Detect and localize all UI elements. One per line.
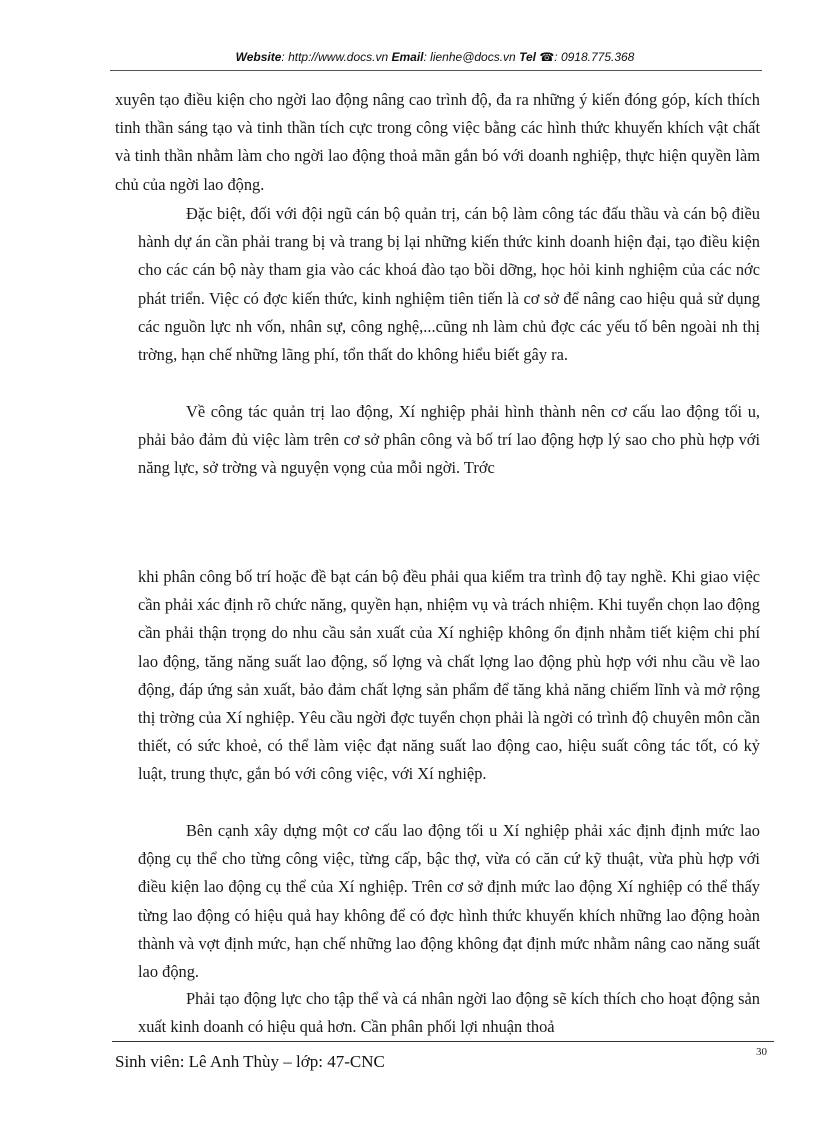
phone-icon: ☎ — [539, 50, 555, 64]
header-divider — [110, 70, 762, 71]
tel-value: : 0918.775.368 — [554, 50, 635, 64]
paragraph-6: Phải tạo động lực cho tập thể và cá nhân ngời lao động sẽ kích thích cho hoạt động sản xuất kinh doanh có hiệu quả hơn. Cần phân phối lợi nhuận thoả — [138, 989, 760, 1037]
paragraph-4: khi phân công bố trí hoặc đề bạt cán bộ đều phải qua kiểm tra trình độ tay nghề. Khi giao việc cần phải xác định rõ chức năng, quyền hạn, nhiệm vụ và trách nhiệm. Khi tuyển chọn lao động cần phải thận trọng do nhu cầu sản xuất của Xí nghiệp không ổn định nhằm tiết kiệm chi phí lao động, tăng năng suất lao động, số lợng và chất lợng lao động phù hợp với nhu cầu về lao động, đáp ứng sản xuất, bảo đảm chất lợng sản phẩm để tăng khả năng chiếm lĩnh và mở rộng thị trờng của Xí nghiệp. Yêu cầu ngời đợc tuyển chọn phải là ngời có trình độ chuyên môn cần thiết, có sức khoẻ, có thể làm việc đạt năng suất lao động cao, hiệu suất công tác tốt, có kỷ luật, trung thực, gắn bó với công việc, với Xí nghiệp. — [138, 567, 760, 784]
page-number: 30 — [756, 1046, 767, 1058]
paragraph-3: Về công tác quản trị lao động, Xí nghiệp phải hình thành nên cơ cấu lao động tối u, phải bảo đảm đủ việc làm trên cơ sở phân công và bố trí lao động hợp lý sao cho phù hợp với năng lực, sở trờng và nguyện vọng của mỗi ngời. Trớc — [138, 402, 760, 478]
footer-student-info: Sinh viên: Lê Anh Thùy – lớp: 47-CNC — [115, 1052, 385, 1071]
website-value: : http://www.docs.vn — [281, 50, 389, 64]
page-header — [110, 50, 760, 64]
paragraph-1: xuyên tạo điều kiện cho ngời lao động nâng cao trình độ, đa ra những ý kiến đóng góp, kích thích tinh thần sáng tạo và tinh thần tích cực trong công việc bằng các hình thức khuyến khích vật chất và tinh thần nhằm làm cho ngời lao động thoả mãn gắn bó với doanh nghiệp, thực hiện quyền làm chủ của ngời lao động. — [115, 90, 760, 194]
email-label: Email — [391, 50, 424, 64]
paragraph-2: Đặc biệt, đối với đội ngũ cán bộ quản trị, cán bộ làm công tác đấu thầu và cán bộ điều hành dự án cần phải trang bị và trang bị lại những kiến thức kinh doanh hiện đại, tạo điều kiện cho các cán bộ này tham gia vào các khoá đào tạo bồi dỡng, học hỏi kinh nghiệm của các nớc phát triển. Việc có đợc kiến thức, kinh nghiệm tiên tiến là cơ sở để nâng cao hiệu quả sử dụng các nguồn lực nh vốn, nhân sự, công nghệ,...cũng nh làm chủ đợc các yếu tố bên ngoài nh thị trờng, hạn chế những lãng phí, tổn thất do không hiểu biết gây ra. — [138, 204, 760, 365]
paragraph-5: Bên cạnh xây dựng một cơ cấu lao động tối u Xí nghiệp phải xác định định mức lao động cụ thể cho từng công việc, từng cấp, bậc thợ, vừa có căn cứ kỹ thuật, vừa phù hợp với điều kiện lao động cụ thể của Xí nghiệp. Trên cơ sở định mức lao động Xí nghiệp có thể thấy từng lao động có hiệu quả hay không để có đợc hình thức khuyến khích những lao động hoàn thành và vợt định mức, hạn chế những lao động không đạt định mức nhằm nâng cao năng suất lao động. — [138, 821, 760, 982]
website-label: Website — [235, 50, 282, 64]
tel-label: Tel — [519, 50, 536, 64]
email-value: : lienhe@docs.vn — [423, 50, 516, 64]
footer-divider — [112, 1041, 774, 1042]
